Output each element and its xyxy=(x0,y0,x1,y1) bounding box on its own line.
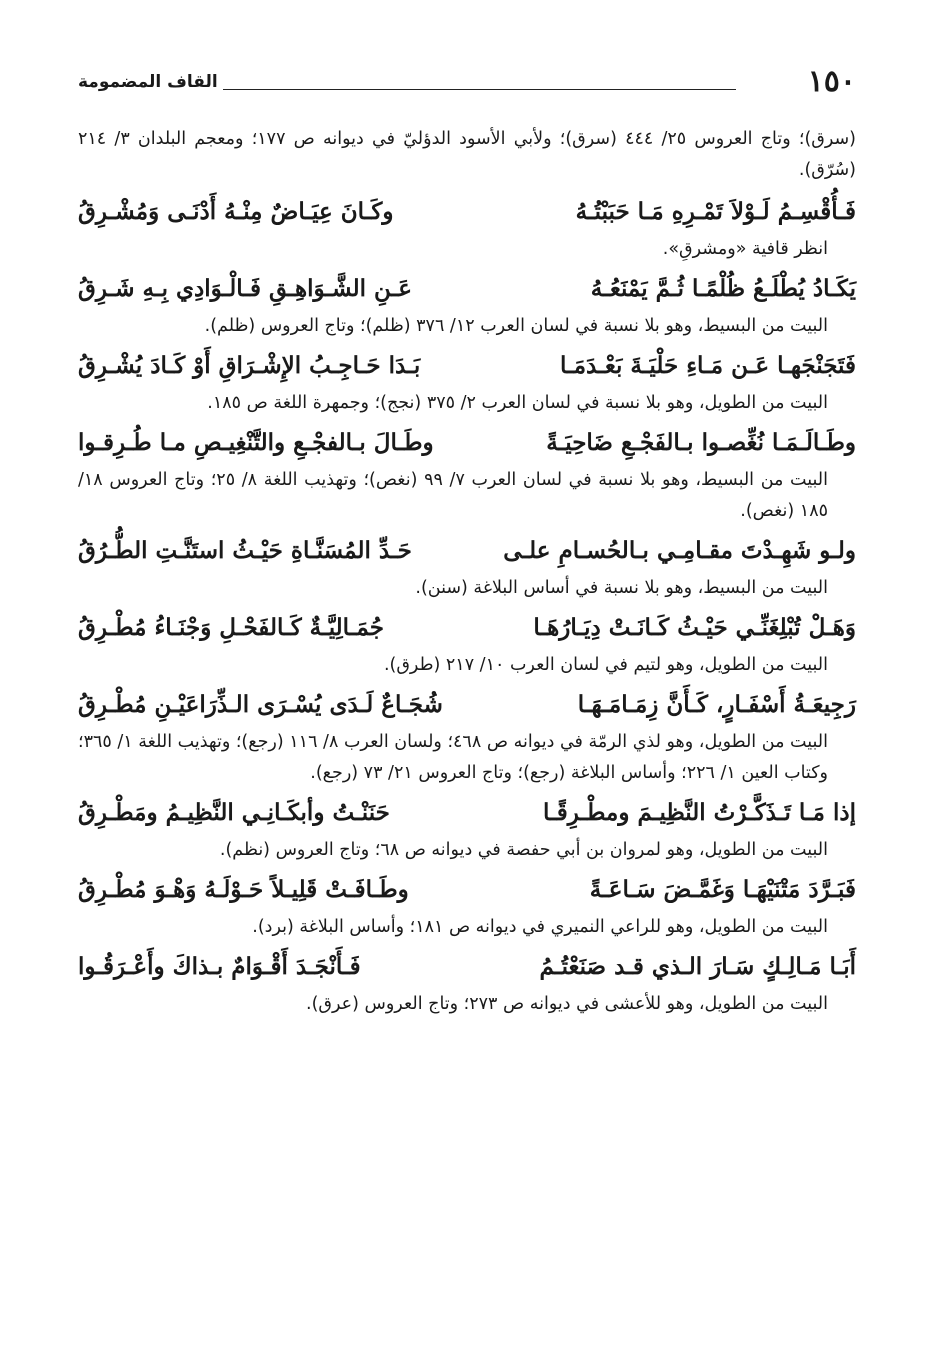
footnote-text: البيت من الطويل، وهو لمروان بن أبي حفصة في ديوانه ص ٦٨؛ وتاج العروس (نظم). xyxy=(219,840,828,860)
first-hemistich: وَهَـلْ تُبْلِغَنِّـي حَيْـثُ كَـانَـتْ دِيَـارُهَـا xyxy=(533,614,856,641)
first-hemistich: ولـو شَهِـدْتَ مقـامِـي بـالحُسـامِ علـى xyxy=(503,537,856,564)
first-hemistich: أَبَـا مَـالِـكٍ سَـارَ الـذي قـد صَنَعْتُـمُ xyxy=(539,953,856,980)
second-hemistich: فَـأَنْجَـدَ أَقْـوَامٌ بـذاكَ وأَعْـرَقُـوا xyxy=(78,953,361,980)
footnote-text: البيت من الطويل، وهو للراعي النميري في ديوانه ص ١٨١؛ وأساس البلاغة (برد). xyxy=(252,917,828,937)
verse-line xyxy=(78,949,856,985)
second-hemistich: شُجَـاعٌ لَـدَى يُسْـرَى الـذِّرَاعَيْـنِ مُطْـرِقُ xyxy=(78,691,443,718)
first-hemistich: فَبَـرَّدَ مَتْنَيْهَـا وَغَمَّـضَ سَـاعَـةً xyxy=(589,876,856,903)
footnote-text: انظر قافية «ومشرقِ». xyxy=(662,239,828,259)
second-hemistich: عَـنِ الشَّـوَاهِـقِ فَـالْـوَادِي بِـهِ شَـرِقُ xyxy=(78,275,412,302)
first-hemistich: فَـأُقْسِـمُ لَـوْلاَ تَمْـرِهِ مَـا حَبَبْتُـهُ xyxy=(575,198,856,225)
footnote-text: البيت من الطويل، وهو للأعشى في ديوانه ص ٢٧٣؛ وتاج العروس (عرق). xyxy=(306,994,828,1014)
first-hemistich: فَتَجَنْجَهـا عَـن مَـاءِ حَلْيَـةَ بَعْـدَمَـا xyxy=(559,352,856,379)
footnote-text: البيت من الطويل، وهو بلا نسبة في لسان العرب ٢/ ٣٧٥ (نجج)؛ وجمهرة اللغة ص ١٨٥. xyxy=(207,393,828,413)
first-hemistich: يَكَـادُ يُطْلَـعُ ظُلْمًـا ثُـمَّ يَمْنَعُـهُ xyxy=(590,275,856,302)
footnote-text: البيت من البسيط، وهو بلا نسبة في لسان العرب ٧/ ٩٩ (نغص)؛ وتهذيب اللغة ٨/ ٢٥؛ وتاج العروس ١٨/ ١٨٥ (نغص). xyxy=(78,470,828,521)
second-hemistich: حَـدِّ المُسَنَّـاةِ حَيْـثُ استَنَّـتِ الطُّـرُقُ xyxy=(78,537,412,564)
verse-line xyxy=(78,533,856,569)
verse-line xyxy=(78,687,856,723)
verse-line xyxy=(78,348,856,384)
first-hemistich: وطَـالَـمَـا نُغِّصـوا بـالفَجْـعِ ضَاحِيَـةً xyxy=(546,429,856,456)
page-content xyxy=(78,124,856,1331)
verse-line xyxy=(78,271,856,307)
verse-line xyxy=(78,194,856,230)
second-hemistich: حَنَنْـتُ وأبكَـانِـي النَّظِيـمُ ومَطْـرِقُ xyxy=(78,799,390,826)
page-number: ١٥٠ xyxy=(807,64,856,99)
second-hemistich: وكَـانَ عِيَـاضٌ مِنْـهُ أَدْنَـى وَمُشْـرِقُ xyxy=(78,198,394,225)
footnote-text: البيت من الطويل، وهو لتيم في لسان العرب ١٠/ ٢١٧ (طرق). xyxy=(383,655,828,675)
verse-line xyxy=(78,425,856,461)
verse-line xyxy=(78,795,856,831)
verse-line xyxy=(78,872,856,908)
second-hemistich: بَـدَا حَـاجِـبُ الإِشْـرَاقِ أَوْ كَـادَ يُشْـرِقُ xyxy=(78,352,421,379)
second-hemistich: وطَـالَ بـالفجْـعِ والتَّنْغِيـصِ مـا طُـرِقـوا xyxy=(78,429,434,456)
first-hemistich: رَجِيعَـةُ أَسْفَـارٍ، كَـأَنَّ زِمَـامَـهَـا xyxy=(577,691,856,718)
running-title: القاف المضمومة xyxy=(78,72,218,92)
header-rule xyxy=(223,89,736,90)
verse-line xyxy=(78,610,856,646)
footnote-text: (سرق)؛ وتاج العروس ٢٥/ ٤٤٤ (سرق)؛ ولأبي الأسود الدؤليّ في ديوانه ص ١٧٧؛ ومعجم البلدان ٣/ ٢١٤ (سُرّق). xyxy=(78,129,856,180)
page-header xyxy=(78,62,856,102)
first-hemistich: إذا مَـا تَـذَكَّـرْتُ النَّظِيـمَ ومطْـرِقًـا xyxy=(542,799,856,826)
second-hemistich: وطَـافَـتْ قَلِيـلاً حَـوْلَـهُ وَهْـوَ مُطْـرِقُ xyxy=(78,876,409,903)
second-hemistich: جُمَـالِيَّـةٌ كَـالفَحْـلِ وَجْنَـاءُ مُطْـرِقُ xyxy=(78,614,384,641)
footnote-text: البيت من الطويل، وهو لذي الرمّة في ديوانه ص ٤٦٨؛ ولسان العرب ٨/ ١١٦ (رجع)؛ وتهذيب اللغة ١/ ٣٦٥؛ وكتاب العين ١/ ٢٢٦؛ وأساس البلاغة (رجع)؛ وتاج العروس ٢١/ ٧٣ (رجع). xyxy=(78,732,828,783)
footnote-text: البيت من البسيط، وهو بلا نسبة في أساس البلاغة (سنن). xyxy=(415,578,828,598)
footnote-text: البيت من البسيط، وهو بلا نسبة في لسان العرب ١٢/ ٣٧٦ (ظلم)؛ وتاج العروس (ظلم). xyxy=(204,316,828,336)
